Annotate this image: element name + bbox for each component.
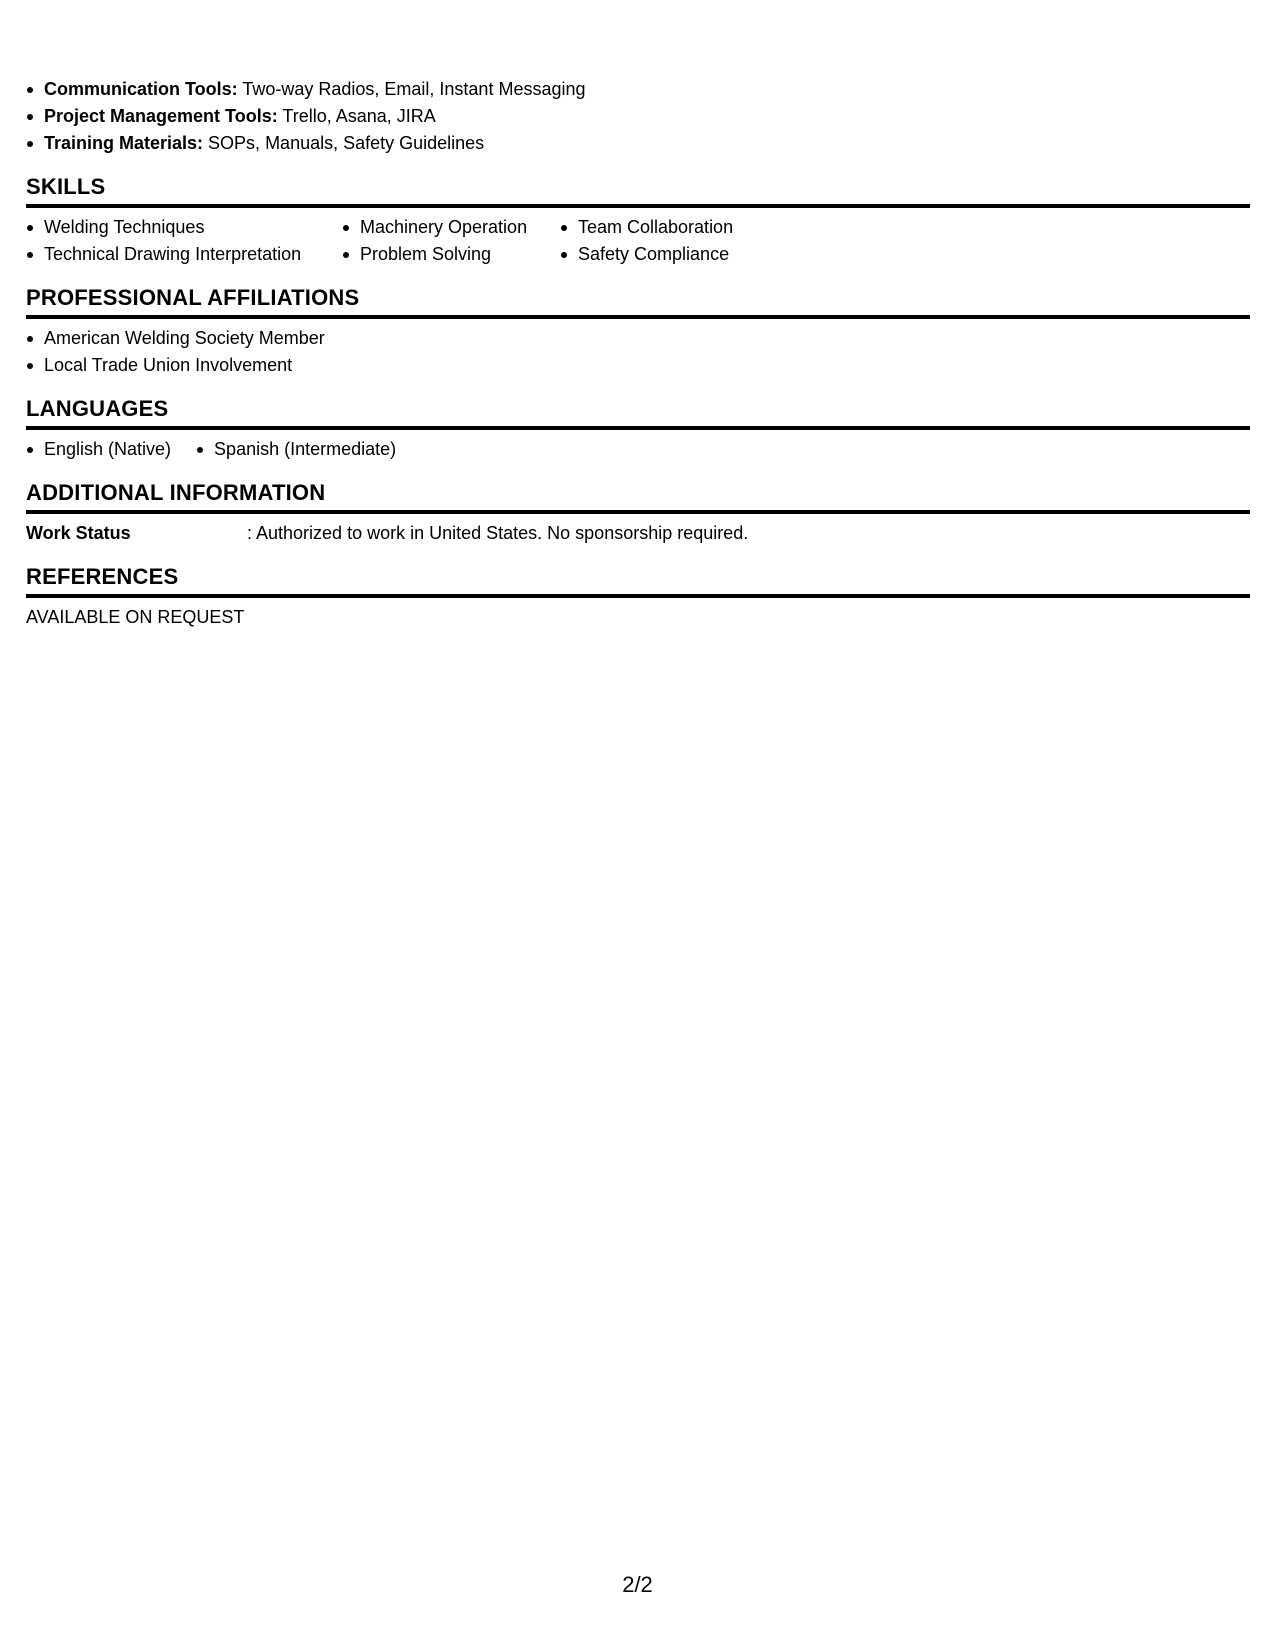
affiliations-section	[26, 284, 1250, 379]
tool-label: Project Management Tools:	[44, 106, 278, 126]
list-item: Local Trade Union Involvement	[26, 352, 1250, 379]
list-item: Team Collaboration	[560, 214, 1250, 241]
section-title: LANGUAGES	[26, 395, 1250, 430]
section-title: REFERENCES	[26, 563, 1250, 598]
list-item	[26, 76, 1250, 103]
skills-column	[26, 214, 342, 268]
section-title: ADDITIONAL INFORMATION	[26, 479, 1250, 514]
list-item: Technical Drawing Interpretation	[26, 241, 342, 268]
skills-section	[26, 173, 1250, 268]
skills-grid	[26, 214, 1250, 268]
list-item: Problem Solving	[342, 241, 560, 268]
tool-label: Training Materials:	[44, 133, 204, 153]
additional-info-section	[26, 479, 1250, 547]
work-status-row	[26, 520, 1250, 547]
skills-column	[560, 214, 1250, 268]
languages-section	[26, 395, 1250, 463]
tool-label: Communication Tools:	[44, 79, 238, 99]
languages-list	[26, 436, 1250, 463]
references-section	[26, 563, 1250, 631]
work-status-value: : Authorized to work in United States. No sponsorship required.	[247, 523, 749, 543]
skills-column	[342, 214, 560, 268]
tool-value: SOPs, Manuals, Safety Guidelines	[203, 133, 485, 153]
tool-value: Trello, Asana, JIRA	[277, 106, 436, 126]
work-status-label: Work Status	[26, 523, 131, 543]
list-item: Welding Techniques	[26, 214, 342, 241]
page-number: 2/2	[622, 1572, 653, 1597]
list-item: Safety Compliance	[560, 241, 1250, 268]
affiliations-list	[26, 325, 1250, 379]
tools-list	[26, 76, 1250, 157]
list-item: English (Native)	[26, 436, 171, 463]
list-item: Spanish (Intermediate)	[196, 436, 396, 463]
tool-value: Two-way Radios, Email, Instant Messaging	[237, 79, 586, 99]
section-title: PROFESSIONAL AFFILIATIONS	[26, 284, 1250, 319]
list-item: American Welding Society Member	[26, 325, 1250, 352]
list-item	[26, 103, 1250, 130]
references-text: AVAILABLE ON REQUEST	[26, 607, 245, 627]
list-item: Machinery Operation	[342, 214, 560, 241]
section-title: SKILLS	[26, 173, 1250, 208]
resume-page	[26, 76, 1250, 631]
list-item	[26, 130, 1250, 157]
